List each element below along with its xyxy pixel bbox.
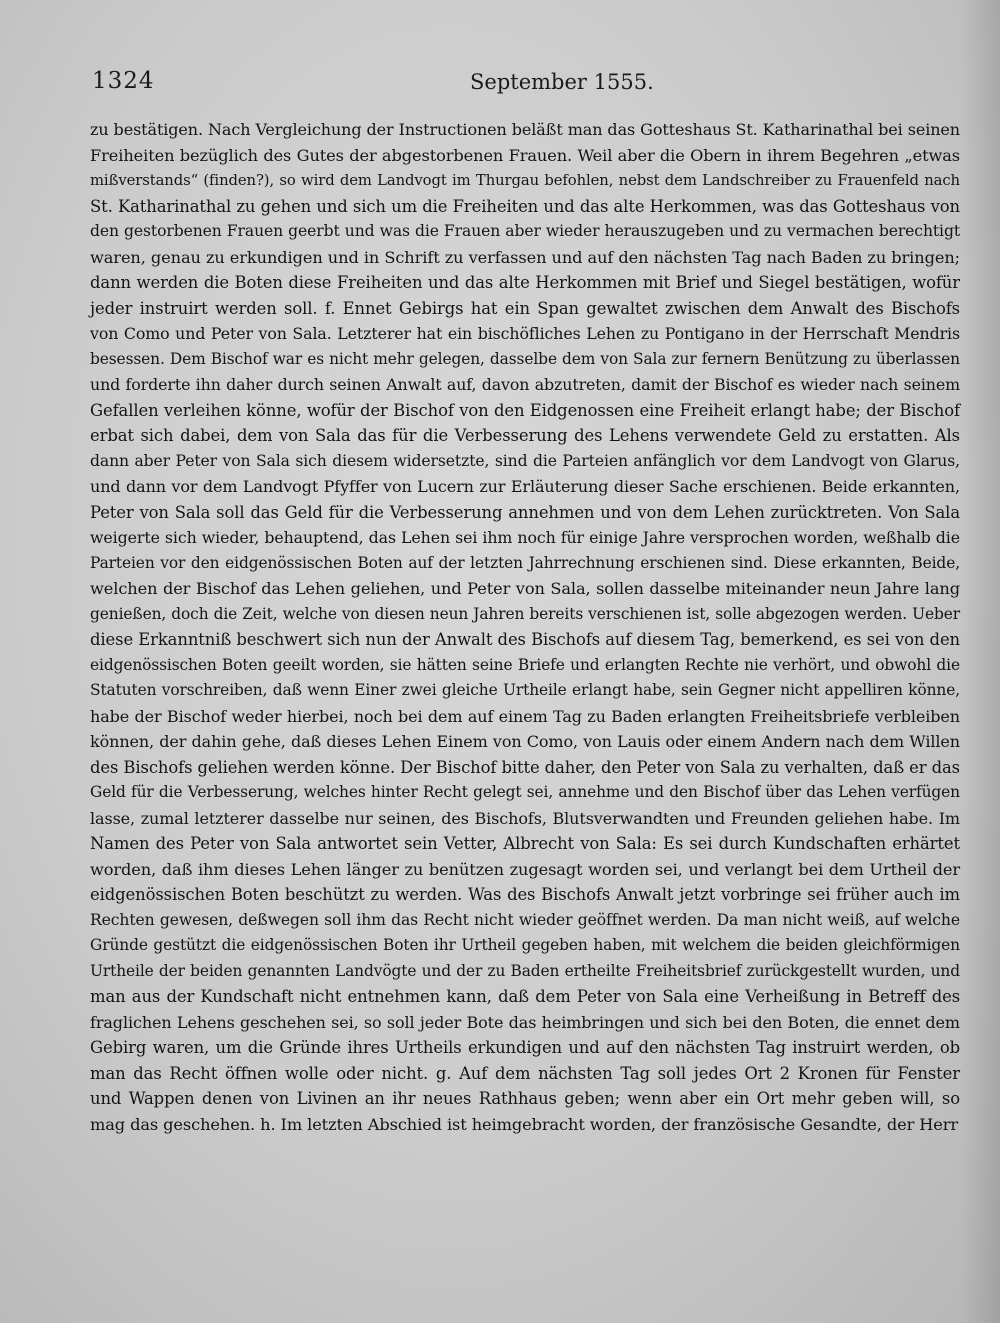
text-line: und dann vor dem Landvogt Pfyffer von Lucern zur Erläuterung dieser Sache erschienen. Beide erkannten, (90, 477, 960, 496)
text-line: Namen des Peter von Sala antwortet sein Vetter, Albrecht von Sala: Es sei durch Kundschaften erhärtet (90, 834, 960, 853)
text-line: lasse, zumal letzterer dasselbe nur seinen, des Bischofs, Blutsverwandten und Freunden geliehen habe. Im (90, 808, 960, 828)
text-line: St. Katharinathal zu gehen und sich um die Freiheiten und das alte Herkommen, was das Gotteshaus von (90, 196, 960, 216)
text-line: Statuten vorschreiben, daß wenn Einer zwei gleiche Urtheile erlangt habe, sein Gegner nicht appelliren könne, (90, 681, 960, 699)
text-line: waren, genau zu erkundigen und in Schrift zu verfassen und auf den nächsten Tag nach Baden zu bringen; (90, 247, 960, 267)
text-line: Freiheiten bezüglich des Gutes der abgestorbenen Frauen. Weil aber die Obern in ihrem Begehren „etwas (90, 145, 960, 165)
text-line: des Bischofs geliehen werden könne. Der Bischof bitte daher, den Peter von Sala zu verhalten, daß er das (90, 757, 960, 777)
text-line: Gebirg waren, um die Gründe ihres Urtheils erkundigen und auf den nächsten Tag instruirt werden, ob (90, 1038, 960, 1057)
text-line: dann aber Peter von Sala sich diesem widersetzte, sind die Parteien anfänglich vor dem Landvogt von Glarus, (90, 451, 960, 470)
text-line: Geld für die Verbesserung, welches hinter Recht gelegt sei, annehme und den Bischof über das Lehen verfügen (90, 783, 960, 801)
running-title: September 1555. (470, 70, 654, 94)
text-line: genießen, doch die Zeit, welche von diesen neun Jahren bereits verschienen ist, solle abgezogen werden. Ueber (90, 604, 960, 623)
page-header (92, 68, 952, 102)
page-number: 1324 (92, 68, 155, 94)
text-line: man aus der Kundschaft nicht entnehmen kann, daß dem Peter von Sala eine Verheißung in Betreff des (90, 987, 960, 1006)
text-line: welchen der Bischof das Lehen geliehen, und Peter von Sala, sollen dasselbe miteinander neun Jahre lang (90, 579, 960, 598)
text-line: jeder instruirt werden soll. f. Ennet Gebirgs hat ein Span gewaltet zwischen dem Anwalt des Bischofs (90, 298, 960, 318)
text-line: und forderte ihn daher durch seinen Anwalt auf, davon abzutreten, damit der Bischof es wieder nach seinem (90, 375, 960, 394)
text-line: eidgenössischen Boten geeilt worden, sie hätten seine Briefe und erlangten Rechte nie verhört, und obwohl die (90, 655, 960, 674)
text-line: Parteien vor den eidgenössischen Boten auf der letzten Jahrrechnung erschienen sind. Diese erkannten, Beide, (90, 553, 960, 572)
text-line: habe der Bischof weder hierbei, noch bei dem auf einem Tag zu Baden erlangten Freiheitsbriefe verbleiben (90, 706, 960, 726)
text-line: worden, daß ihm dieses Lehen länger zu benützen zugesagt worden sei, und verlangt bei dem Urtheil der (90, 859, 960, 879)
text-line: man das Recht öffnen wolle oder nicht. g. Auf dem nächsten Tag soll jedes Ort 2 Kronen für Fenster (90, 1063, 960, 1083)
text-line: Rechten gewesen, deßwegen soll ihm das Recht nicht wieder geöffnet werden. Da man nicht weiß, auf welche (90, 910, 960, 929)
text-line: Urtheile der beiden genannten Landvögte und der zu Baden ertheilte Freiheitsbrief zurückgestellt wurden, und (90, 961, 960, 980)
text-line: erbat sich dabei, dem von Sala das für die Verbesserung des Lehens verwendete Geld zu erstatten. Als (90, 426, 960, 445)
text-line: Peter von Sala soll das Geld für die Verbesserung annehmen und von dem Lehen zurücktreten. Von Sala (90, 502, 960, 522)
text-line: diese Erkanntniß beschwert sich nun der Anwalt des Bischofs auf diesem Tag, bemerkend, es sei von den (90, 630, 960, 649)
text-line: eidgenössischen Boten beschützt zu werden. Was des Bischofs Anwalt jetzt vorbringe sei früher auch im (90, 885, 960, 904)
text-line: mißverstands“ (finden?), so wird dem Landvogt im Thurgau befohlen, nebst dem Landschreiber zu Frauenfeld nach (90, 172, 960, 189)
text-line: besessen. Dem Bischof war es nicht mehr gelegen, dasselbe dem von Sala zur fernern Benützung zu überlassen (90, 349, 960, 368)
text-line: zu bestätigen. Nach Vergleichung der Instructionen beläßt man das Gotteshaus St. Katharinathal bei seinen (90, 120, 960, 139)
text-line: weigerte sich wieder, behauptend, das Lehen sei ihm noch für einige Jahre versprochen worden, weßhalb die (90, 528, 960, 547)
text-line: und Wappen denen von Livinen an ihr neues Rathhaus geben; wenn aber ein Ort mehr geben will, so (90, 1089, 960, 1108)
text-line: Gründe gestützt die eidgenössischen Boten ihr Urtheil gegeben haben, mit welchem die beiden gleichförmigen (90, 936, 960, 954)
text-line: den gestorbenen Frauen geerbt und was die Frauen aber wieder herauszugeben und zu vermachen berechtigt (90, 222, 960, 240)
text-line: mag das geschehen. h. Im letzten Abschied ist heimgebracht worden, der französische Gesandte, der Herr (90, 1114, 959, 1134)
text-line: dann werden die Boten diese Freiheiten und das alte Herkommen mit Brief und Siegel bestätigen, wofür (90, 273, 960, 292)
text-line: von Como und Peter von Sala. Letzterer hat ein bischöfliches Lehen zu Pontigano in der Herrschaft Mendris (90, 324, 960, 343)
body-text (90, 117, 960, 1137)
text-line: fraglichen Lehens geschehen sei, so soll jeder Bote das heimbringen und sich bei den Boten, die ennet dem (90, 1012, 960, 1032)
page-edge-shadow (960, 0, 1000, 1323)
text-line: Gefallen verleihen könne, wofür der Bischof von den Eidgenossen eine Freiheit erlangt habe; der Bischof (90, 400, 960, 420)
text-line: können, der dahin gehe, daß dieses Lehen Einem von Como, von Lauis oder einem Andern nach dem Willen (90, 732, 960, 751)
